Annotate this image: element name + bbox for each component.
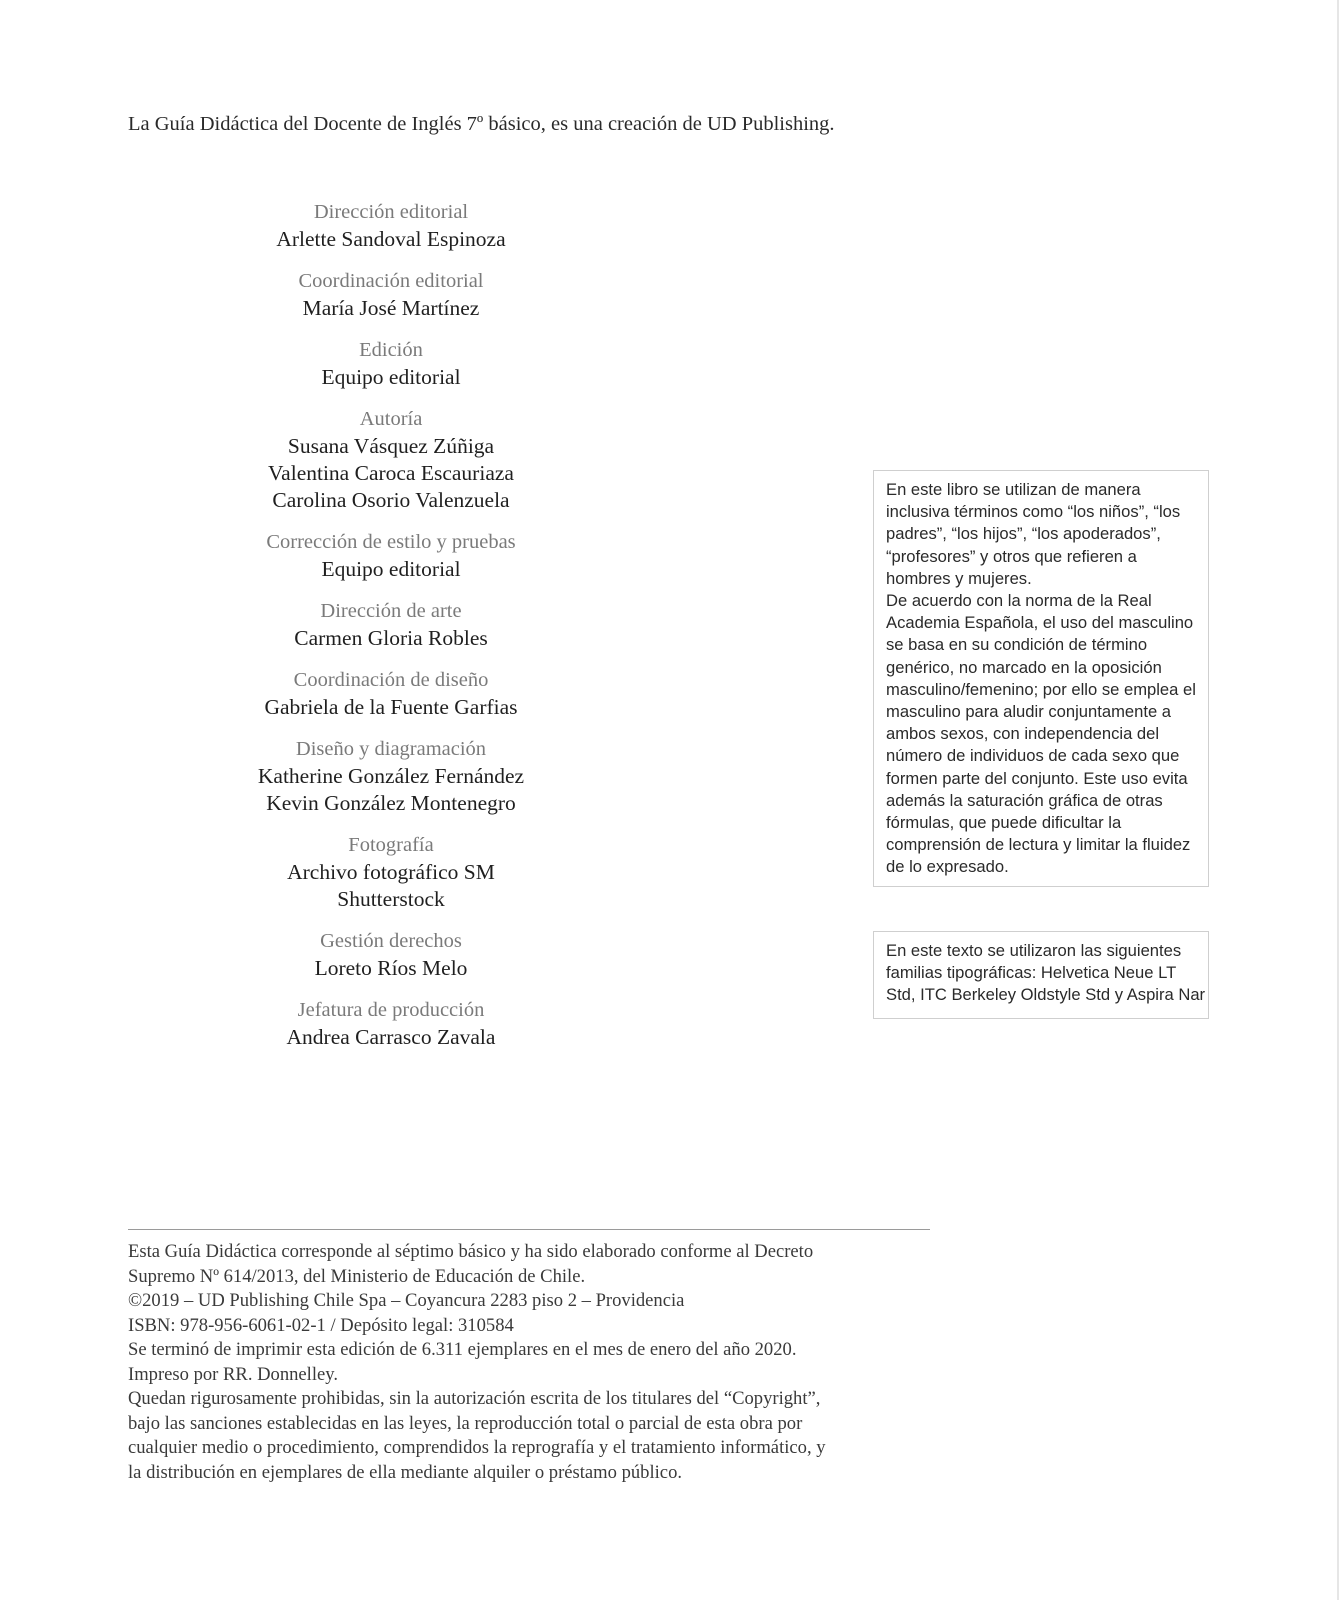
credit-name: Gabriela de la Fuente Garfias <box>264 695 518 719</box>
credit-design-layout <box>210 736 572 817</box>
footer-line: la distribución en ejemplares de ella mediante alquiler o préstamo público. <box>128 1461 683 1483</box>
notice-line: En este texto se utilizaron las siguientes <box>886 941 1182 960</box>
credit-name: Loreto Ríos Melo <box>314 956 468 980</box>
credit-design-coordination <box>210 667 572 721</box>
notice-line: Std, ITC Berkeley Oldstyle Std y Aspira Nar <box>886 985 1206 1005</box>
credit-name: Valentina Caroca Escauriaza <box>268 461 514 485</box>
credit-name: María José Martínez <box>302 296 480 320</box>
credit-art-direction <box>210 598 572 652</box>
credit-role: Fotografía <box>348 834 434 856</box>
credit-role: Jefatura de producción <box>297 999 485 1021</box>
credits-list <box>210 199 572 1066</box>
credit-editorial-coordination <box>210 268 572 322</box>
credit-editorial-direction <box>210 199 572 253</box>
inclusive-language-notice <box>873 470 1209 887</box>
credit-photography <box>210 832 572 913</box>
credit-rights-management <box>210 928 572 982</box>
footer-line: Esta Guía Didáctica corresponde al séptimo básico y ha sido elaborado conforme al Decreto <box>128 1241 814 1262</box>
credit-role: Dirección de arte <box>320 600 462 622</box>
credit-name: Carmen Gloria Robles <box>294 626 488 650</box>
footer-line: bajo las sanciones establecidas en las leyes, la reproducción total o parcial de esta obra por <box>128 1412 803 1434</box>
credit-name: Carolina Osorio Valenzuela <box>272 488 510 512</box>
notice-paragraph: En este libro se utilizan de manera inclusiva términos como “los niños”, “los padres”, “los hijos”, “los apoderados”, “profesores” y otros que refieren a hombres y mujeres. <box>886 480 1181 588</box>
credit-name: Kevin González Montenegro <box>266 791 516 815</box>
credit-name: Arlette Sandoval Espinoza <box>276 227 506 251</box>
credit-name: Equipo editorial <box>321 557 461 581</box>
notice-paragraph: De acuerdo con la norma de la Real Academia Española, el uso del masculino se basa en su condición de término genérico, no marcado en la oposición masculino/femenino; por ello se emplea el masculino para aludir conjuntamente a ambos sexos, con independencia del número de individuos de cada sexo que formen parte del conjunto. Este uso evita además la saturación gráfica de otras fórmulas, que puede dificultar la comprensión de lectura y limitar la fluidez de lo expresado. <box>886 591 1196 877</box>
credit-name: Shutterstock <box>337 887 445 911</box>
credit-role: Corrección de estilo y pruebas <box>266 531 516 553</box>
credit-edition <box>210 337 572 391</box>
footer-line: Supremo Nº 614/2013, del Ministerio de Educación de Chile. <box>128 1265 586 1287</box>
credit-role: Coordinación de diseño <box>293 669 489 691</box>
footer-line: cualquier medio o procedimiento, comprendidos la reprografía y el tratamiento informático, y <box>128 1437 826 1458</box>
credit-name: Equipo editorial <box>321 365 461 389</box>
credit-name: Katherine González Fernández <box>257 764 525 788</box>
credit-authorship <box>210 406 572 514</box>
credit-role: Gestión derechos <box>320 930 462 952</box>
typography-notice <box>873 931 1209 1019</box>
credit-name: Andrea Carrasco Zavala <box>286 1025 496 1049</box>
intro-statement: La Guía Didáctica del Docente de Inglés 7º básico, es una creación de UD Publishing. <box>128 113 835 135</box>
credit-role: Edición <box>359 339 423 361</box>
imprint-footer <box>128 1240 930 1485</box>
credit-production-head <box>210 997 572 1051</box>
credit-name: Susana Vásquez Zúñiga <box>287 434 495 458</box>
footer-line: ISBN: 978-956-6061-02-1 / Depósito legal: 310584 <box>128 1314 514 1336</box>
footer-divider <box>128 1229 930 1230</box>
credit-role: Coordinación editorial <box>298 270 484 292</box>
footer-line: Impreso por RR. Donnelley. <box>128 1363 339 1385</box>
credit-proofreading <box>210 529 572 583</box>
footer-line: Se terminó de imprimir esta edición de 6.311 ejemplares en el mes de enero del año 2020. <box>128 1339 797 1360</box>
credit-name: Archivo fotográfico SM <box>287 860 495 884</box>
footer-line: Quedan rigurosamente prohibidas, sin la autorización escrita de los titulares del “Copyright”, <box>128 1388 821 1409</box>
credit-role: Dirección editorial <box>313 201 469 223</box>
notice-line: familias tipográficas: Helvetica Neue LT <box>886 963 1177 983</box>
credit-role: Autoría <box>359 408 423 430</box>
credit-role: Diseño y diagramación <box>295 738 487 760</box>
footer-line: ©2019 – UD Publishing Chile Spa – Coyancura 2283 piso 2 – Providencia <box>128 1290 685 1311</box>
